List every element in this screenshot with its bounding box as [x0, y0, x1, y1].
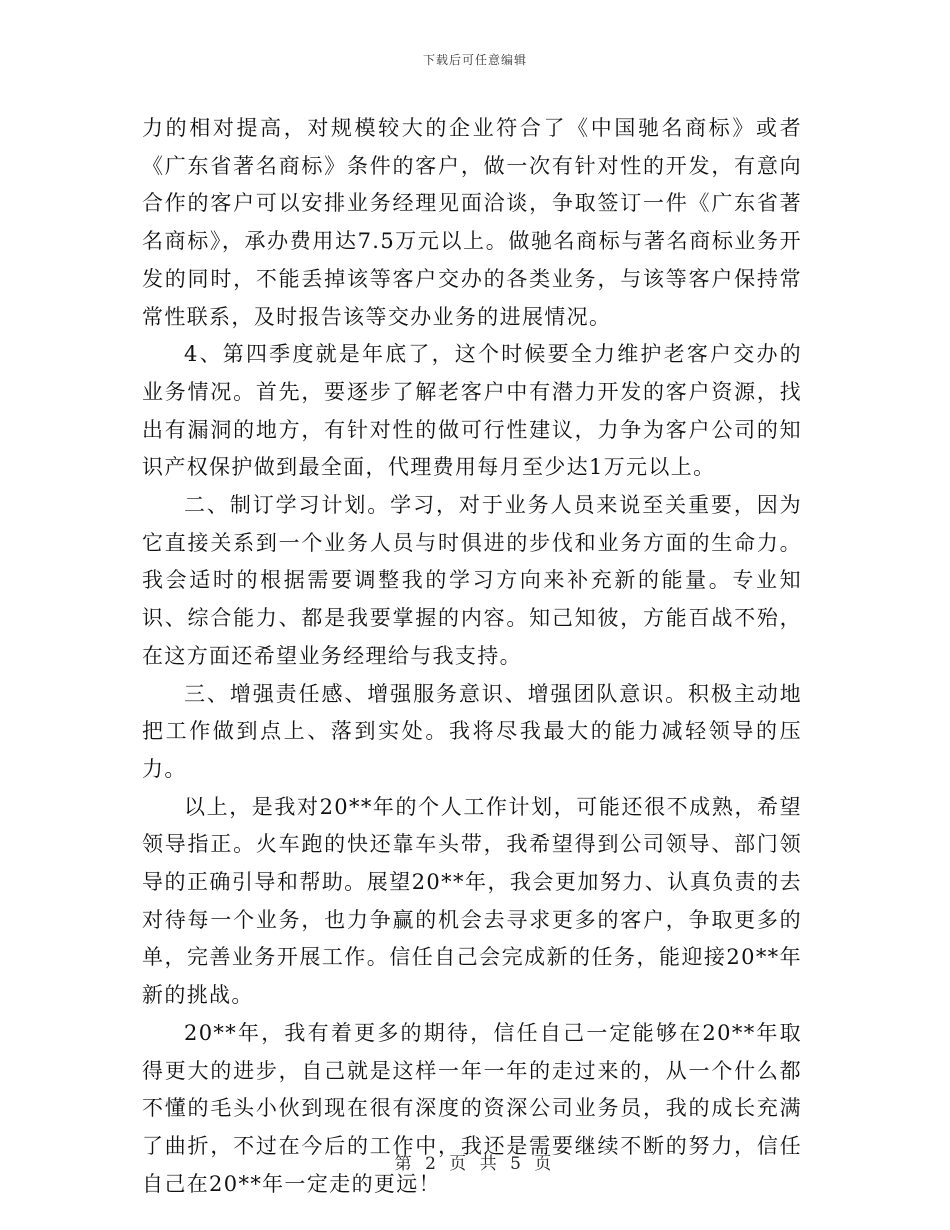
paragraph-q4-plan: 4、第四季度就是年底了，这个时候要全力维护老客户交办的业务情况。首先，要逐步了解老客户中有潜力开发的客户资源，找出有漏洞的地方，有针对性的做可行性建议，力争为客户公司的知识产权保护做到最全面，代理费用每月至少达1万元以上。 [142, 342, 802, 480]
page-footer: 第 2 页 共 5 页 [394, 1154, 556, 1174]
paragraph-summary: 以上，是我对20**年的个人工作计划，可能还很不成熟，希望领导指正。火车跑的快还靠车头带，我希望得到公司领导、部门领导的正确引导和帮助。展望20**年，我会更加努力、认真负责的去对待每一个业务，也力争赢的机会去寻求更多的客户，争取更多的单，完善业务开展工作。信任自己会完成新的任务，能迎接20**年新的挑战。 [142, 794, 802, 1008]
document-body [142, 110, 802, 1203]
paragraph-continuation: 力的相对提高，对规模较大的企业符合了《中国驰名商标》或者《广东省著名商标》条件的客户，做一次有针对性的开发，有意向合作的客户可以安排业务经理见面洽谈，争取签订一件《广东省著名商标》，承办费用达7.5万元以上。做驰名商标与著名商标业务开发的同时，不能丢掉该等客户交办的各类业务，与该等客户保持常常性联系，及时报告该等交办业务的进展情况。 [142, 116, 802, 329]
paragraph-responsibility: 三、增强责任感、增强服务意识、增强团队意识。积极主动地把工作做到点上、落到实处。我将尽我最大的能力减轻领导的压力。 [142, 681, 802, 781]
paragraph-study-plan: 二、制订学习计划。学习，对于业务人员来说至关重要，因为它直接关系到一个业务人员与时俱进的步伐和业务方面的生命力。我会适时的根据需要调整我的学习方向来补充新的能量。专业知识、综合能力、都是我要掌握的内容。知己知彼，方能百战不殆，在这方面还希望业务经理给与我支持。 [142, 493, 802, 668]
page-header: 下载后可任意编辑 [422, 53, 527, 67]
paragraph-closing: 20**年，我有着更多的期待，信任自己一定能够在20**年取得更大的进步，自己就是这样一年一年的走过来的，从一个什么都不懂的毛头小伙到现在很有深度的资深公司业务员，我的成长充满了曲折，不过在今后的工作中，我还是需要继续不断的努力，信任自己在20**年一定走的更远！ [142, 1020, 802, 1196]
